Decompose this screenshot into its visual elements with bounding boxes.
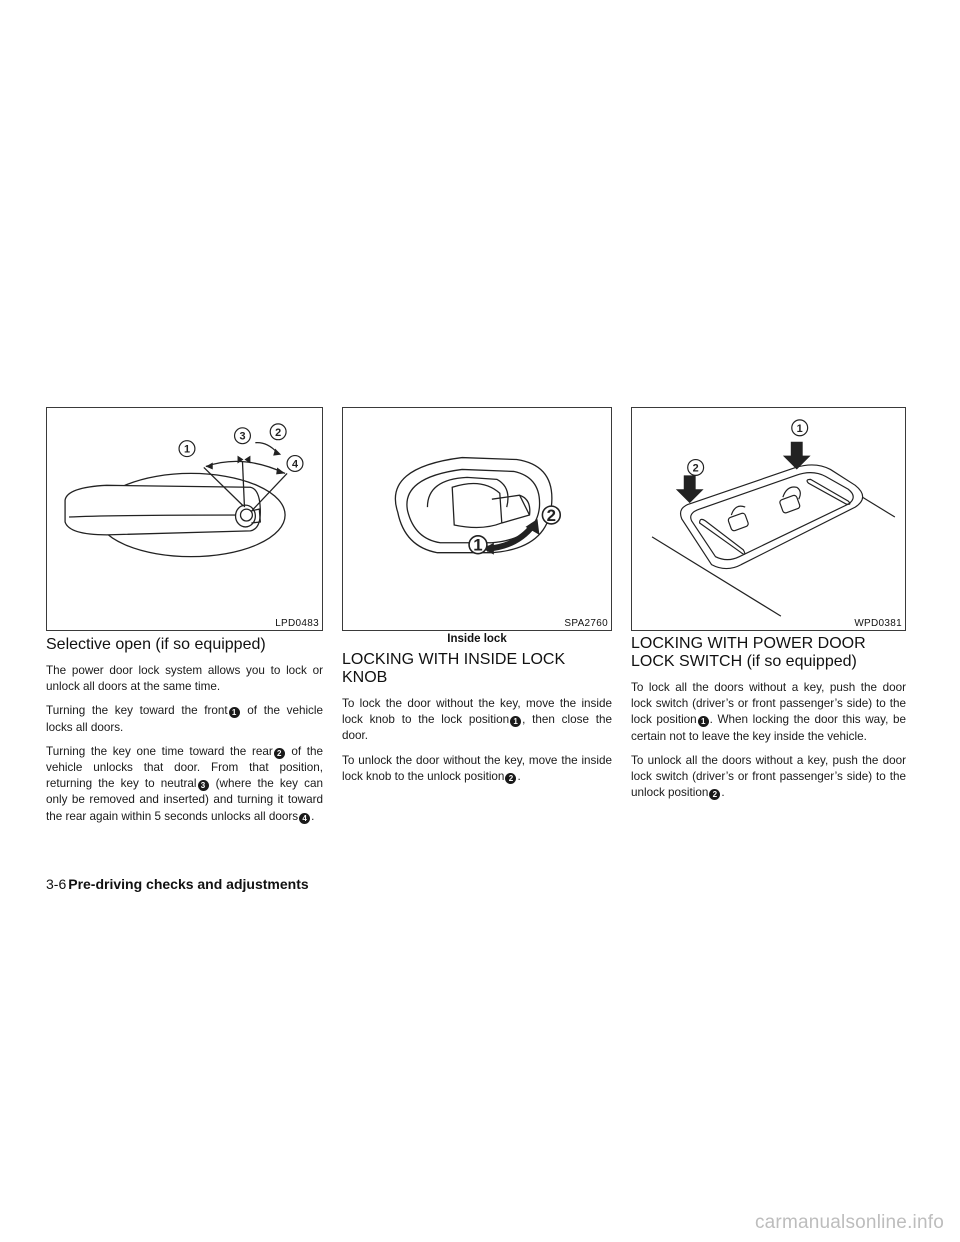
paragraph: Turning the key one time toward the rear 2 of the vehicle unlocks that door. From that position, returning the key to neutral 3 (where the key can only be removed and inserted) and turning it toward the rear again within 5 seconds unlocks all doors 4 . [46, 744, 323, 823]
callout-4-icon: 4 [299, 813, 310, 824]
power-lock-switch-illustration [632, 408, 905, 630]
section-title: LOCKING WITH POWER DOOR LOCK SWITCH (if so equipped) [631, 635, 866, 670]
section-power-door-lock [631, 635, 906, 809]
fig1-label-1: 1 [183, 443, 191, 456]
callout-2-icon: 2 [709, 789, 720, 800]
paragraph: To unlock all the doors without a key, push the door lock switch (driver’s or front passenger’s side) to the unlock position 2 . [631, 753, 906, 800]
section-title: LOCKING WITH INSIDE LOCK KNOB [342, 651, 566, 686]
paragraph: The power door lock system allows you to lock or unlock all doors at the same time. [46, 664, 323, 694]
paragraph: To lock the door without the key, move the inside lock knob to the lock position 1 , then close the door. [342, 697, 612, 743]
fig1-label-3: 3 [239, 430, 246, 443]
page-number: 3-6 [46, 876, 67, 892]
section-selective-open [46, 635, 323, 833]
figure-inside-lock [342, 407, 612, 631]
callout-2-icon: 2 [274, 748, 285, 759]
figure-code: LPD0483 [275, 618, 319, 629]
fig2-label-2: 2 [546, 505, 557, 525]
fig3-label-2: 2 [692, 462, 699, 475]
fig1-label-2: 2 [275, 426, 282, 439]
callout-2-icon: 2 [505, 773, 516, 784]
figure-caption: Inside lock [447, 633, 507, 645]
paragraph: Turning the key toward the front 1 of the vehicle locks all doors. [46, 704, 323, 734]
fig1-label-4: 4 [291, 458, 299, 471]
figure-door-handle-key [46, 407, 323, 631]
callout-1-icon: 1 [510, 716, 521, 727]
callout-3-icon: 3 [198, 780, 209, 791]
page-footer [46, 876, 309, 892]
fig3-label-1: 1 [796, 422, 803, 435]
inside-lock-illustration [343, 408, 611, 630]
paragraph: To unlock the door without the key, move the inside lock knob to the unlock position 2 . [342, 753, 612, 783]
figure-power-lock-switch [631, 407, 906, 631]
section-inside-lock-knob [342, 651, 612, 793]
figure-code: SPA2760 [564, 618, 608, 629]
footer-section-title: Pre-driving checks and adjustments [68, 876, 309, 892]
callout-1-icon: 1 [698, 716, 709, 727]
paragraph: To lock all the doors without a key, push the door lock switch (driver’s or front passenger’s side) to the lock position 1 . When locking the door this way, be certain not to leave the key inside the vehicle. [631, 681, 906, 743]
section-title: Selective open (if so equipped) [46, 636, 266, 653]
figure-code: WPD0381 [854, 618, 902, 629]
door-handle-illustration [47, 408, 322, 630]
fig2-label-1: 1 [473, 535, 483, 555]
callout-1-icon: 1 [229, 707, 240, 718]
watermark: carmanualsonline.info [754, 1212, 944, 1233]
